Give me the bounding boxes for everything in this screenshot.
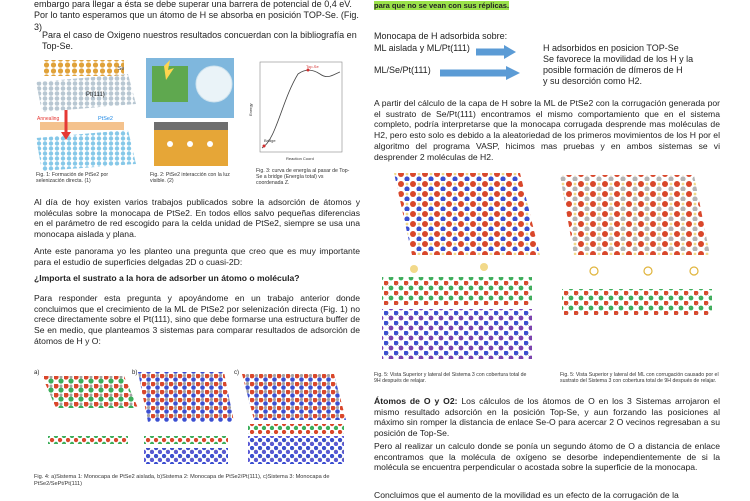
fig1-se-label: Se [118,66,125,72]
fig4-tag-b: b) [132,370,138,376]
highlight-text [374,1,720,10]
paragraph-3: Ante este panorama yo les planteo una pregunta que creo que es muy importante para el estudio de superficies delgadas 2D o cuasi-2D: [34,246,360,267]
intro-text: embargo para llegar a ésta se debe superar una barrera de potencial de 0,4 eV. Por lo tanto esperamos que un átomo de H se absorba en posición TOP-Se. (Fig. 3) [34,0,359,32]
fig5-caption-left: Fig. 5: Vista Superior y lateral del Sistema 3 con cobertura total de 9H después de relajar. [374,372,527,385]
row1-left: ML aislada y ML/Pt(111) [374,43,470,53]
figure-3 [246,60,346,168]
fig3-xlabel: Reaction Coord [286,156,314,161]
fig4-tag-a: a) [34,370,40,376]
fig1-caption: Fig. 1: Formación de PtSe2 por selenización directa. (1) [36,172,109,185]
fig3-ylabel: Energy [248,103,253,116]
highlight-span: para que no se vean con sus réplicas. [374,1,510,10]
oxygen-paragraph-2: Pero al realizar un calculo donde se ponía un segundo átomo de O a distancia de enlace encontramos que la molécula de oxígeno se desorbe independientemente de si la molécula se encuentra perpendicular o acostada sobre la superficie de la monocapa. [374,441,720,473]
fig4-tag-c: c) [234,370,239,376]
oxygen-section [374,396,720,439]
figure-2 [140,56,240,171]
row1-right: H adsorbidos en posicion TOP-Se [543,43,679,53]
right-paragraph-1: A partir del cálculo de la capa de H sobre la ML de PtSe2 con la corrugación generada por el sustrato de Se/Pt(111) encontramos el mismo comportamiento que en el sistema completo, podría interpretarse que la monocapa corrugada desprende mas moléculas de H2, pero esto solo es debido a la aleatoriedad de los primeros movimientos de los H por el algoritmo del programa VASP, hicimos mas pruebas y en ambos sistemas se vi desprender 2 moléculas de H2. [374,98,720,162]
row2-right-line1: Se favorece la movilidad de los H y la [543,54,694,64]
row2-right-line3: y su desorción como H2. [543,76,643,86]
figure-1 [36,56,136,174]
fig3-top-label: Top-Se [306,64,319,69]
bottom-cut-text: Concluimos que el aumento de la movilidad es un efecto de la corrugación de la [374,490,679,500]
fig1-annealing-label: Annealing [37,116,60,122]
row2-left: ML/Se/Pt(111) [374,65,431,75]
figure-5 [374,171,720,369]
oxygen-paragraph: Para el caso de Oxigeno nuestros resultados concuerdan con la bibliografía en Top-Se. [42,30,357,52]
row2-right-line2: posible formación de dímeros de H [543,65,683,75]
oxygen-paragraph-1: Los cálculos de los átomos de O en los 3 Sistemas arrojaron el mismo resultado adsorción en la posición Top-Se, y aun forzando las posiciones al máximo sin romper la distancia de enlace Se-O para acercar 2 O vecinos regresaban a su posición de Top-Se. [374,396,720,439]
fig2-caption: Fig. 2: PtSe2 interacción con la luz visible. (2) [150,172,230,185]
question-heading: ¿Importa el sustrato a la hora de adsorber un átomo o molécula? [34,273,300,283]
arrow-icon-2 [440,66,520,80]
fig5-caption-right: Fig. 5: Vista Superior y lateral del ML con corrugación causado por el sustrato del Sistema 3 con cobertura total de 9H después de relajar. [560,372,719,385]
figure-4 [34,366,364,466]
fig1-ptse2-label: PtSe2 [98,116,113,122]
monocapa-title: Monocapa de H adsorbida sobre: [374,31,508,41]
arrow-icon-1 [476,45,516,59]
fig3-bridge-label: Bridge [264,138,276,143]
fig3-caption: Fig. 3: curva de energía al pasar de Top-Se a bridge (Energía total) vs coordenada Z. [256,168,350,187]
fig4-caption: Fig. 4: a)Sistema 1: Monocapa de PtSe2 aislada, b)Sistema 2: Monocapa de PtSe2/Pt(111), c)Sistema 3: Monocapa de PtSe2/SePt/Pt(111) [34,474,330,487]
paragraph-2: Al día de hoy existen varios trabajos publicados sobre la adsorción de átomos y moléculas sobre la monocapa de PtSe2. En todos ellos salvo pequeñas diferencias en el parámetro de red escogido para la celda unidad de PtSe2, siempre se usa una monocapa aislada y plana. [34,197,360,240]
paragraph-4: Para responder esta pregunta y apoyándome en un trabajo anterior donde concluimos que el crecimiento de la ML de PtSe2 por selenización directa (Fig. 1) no crece directamente sobre el Pt(111), sino que debe formarse una estructura buffer de Se en medio, que planteamos 3 sistemas para comparar resultados de adsorción de átomos de H y O: [34,293,360,346]
oxygen-title: Átomos de O y O2: [374,396,458,406]
fig1-pt-label: Pt(111) [86,92,105,98]
